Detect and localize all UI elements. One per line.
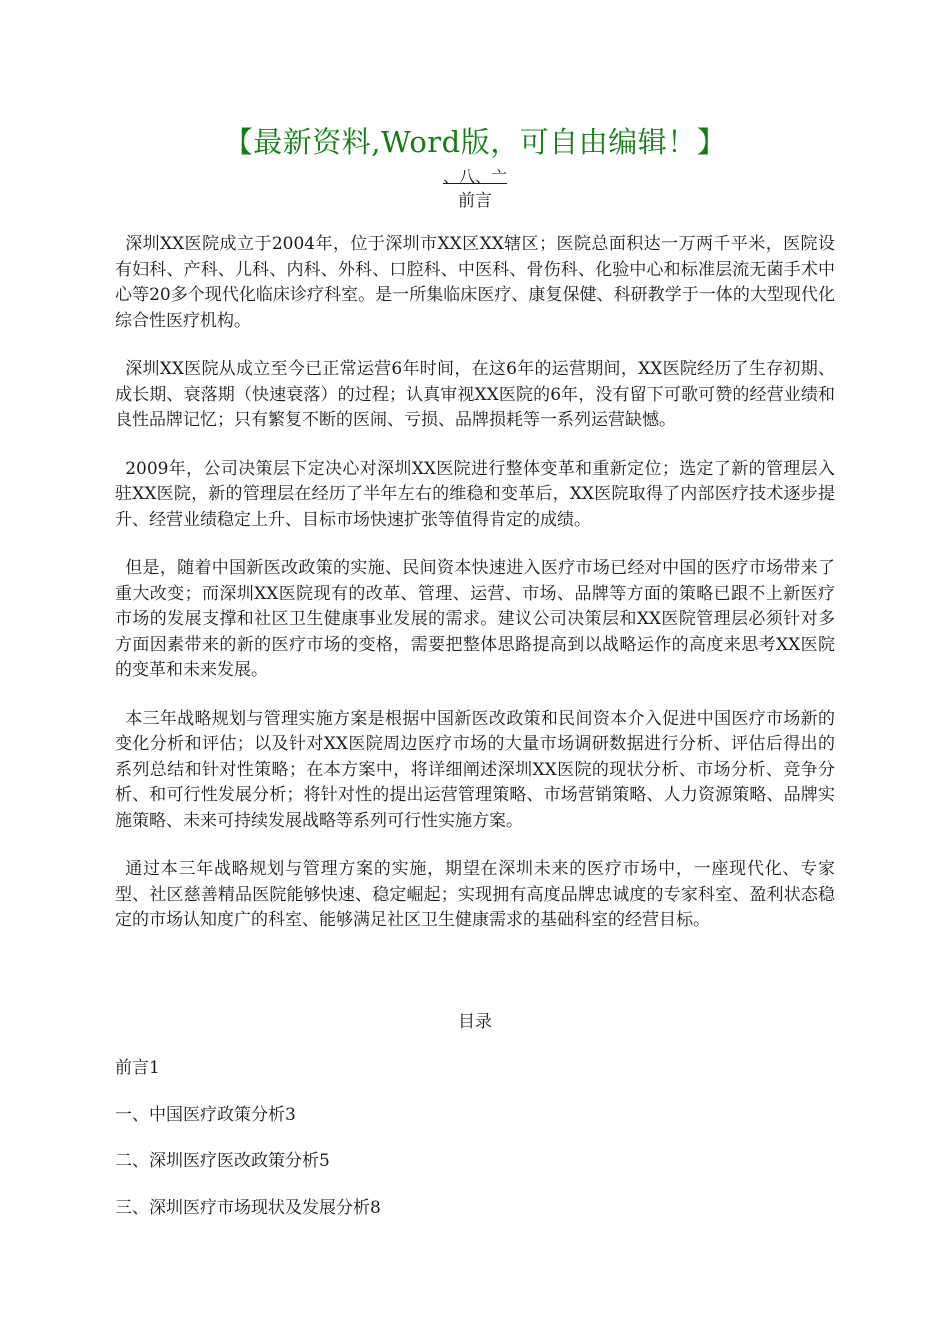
toc-heading: 目录 (458, 1012, 492, 1032)
paragraph: 2009年，公司决策层下定决心对深圳XX医院进行整体变革和重新定位；选定了新的管理层入驻XX医院，新的管理层在经历了半年左右的维稳和变革后，XX医院取得了内部医疗技术逐步提升、经营业绩稳定上升、目标市场快速扩张等值得肯定的成绩。 (115, 458, 835, 530)
section-marker: 、八、亠 (442, 167, 507, 186)
paragraph: 本三年战略规划与管理实施方案是根据中国新医改政策和民间资本介入促进中国医疗市场新的变化分析和评估；以及针对XX医院周边医疗市场的大量市场调研数据进行分析、评估后得出的系列总结和针对性策略；在本方案中，将详细阐述深圳XX医院的现状分析、市场分析、竞争分析、和可行性发展分析；将针对性的提出运营管理策略、市场营销策略、人力资源策略、品牌实施策略、未来可持续发展战略等系列可行性实施方案。 (115, 708, 835, 831)
preface-body (115, 232, 835, 957)
paragraph: 深圳XX医院从成立至今已正常运营6年时间，在这6年的运营期间，XX医院经历了生存初期、成长期、衰落期（快速衰落）的过程；认真审视XX医院的6年，没有留下可歌可赞的经营业绩和良性品牌记忆；只有繁复不断的医闹、亏损、品牌损耗等一系列运营缺憾。 (115, 359, 835, 430)
paragraph: 通过本三年战略规划与管理方案的实施，期望在深圳未来的医疗市场中，一座现代化、专家型、社区慈善精品医院能够快速、稳定崛起；实现拥有高度品牌忠诚度的专家科室、盈利状态稳定的市场认知度广的科室、能够满足社区卫生健康需求的基础科室的经营目标。 (115, 859, 835, 930)
toc-item[interactable]: 二、深圳医疗医改政策分析5 (115, 1151, 330, 1171)
table-of-contents (115, 1056, 835, 1242)
banner-title: 【最新资料,Word版，可自由编辑！】 (223, 125, 727, 159)
paragraph: 深圳XX医院成立于2004年，位于深圳市XX区XX辖区；医院总面积达一万两千平米，医院设有妇科、产科、儿科、内科、外科、口腔科、中医科、骨伤科、化验中心和标准层流无菌手术中心等20多个现代化临床诊疗科室。是一所集临床医疗、康复保健、科研教学于一体的大型现代化综合性医疗机构。 (115, 234, 835, 331)
preface-heading: 前言 (458, 191, 492, 211)
toc-item[interactable]: 三、深圳医疗市场现状及发展分析8 (115, 1197, 381, 1218)
paragraph: 但是，随着中国新医改政策的实施、民间资本快速进入医疗市场已经对中国的医疗市场带来了重大改变；而深圳XX医院现有的改革、管理、运营、市场、品牌等方面的策略已跟不上新医疗市场的发展支撑和社区卫生健康事业发展的需求。建议公司决策层和XX医院管理层必须针对多方面因素带来的新的医疗市场的变格，需要把整体思路提高到以战略运作的高度来思考XX医院的变革和未来发展。 (115, 558, 835, 680)
toc-item[interactable]: 前言1 (115, 1058, 160, 1078)
toc-item[interactable]: 一、中国医疗政策分析3 (115, 1104, 296, 1125)
